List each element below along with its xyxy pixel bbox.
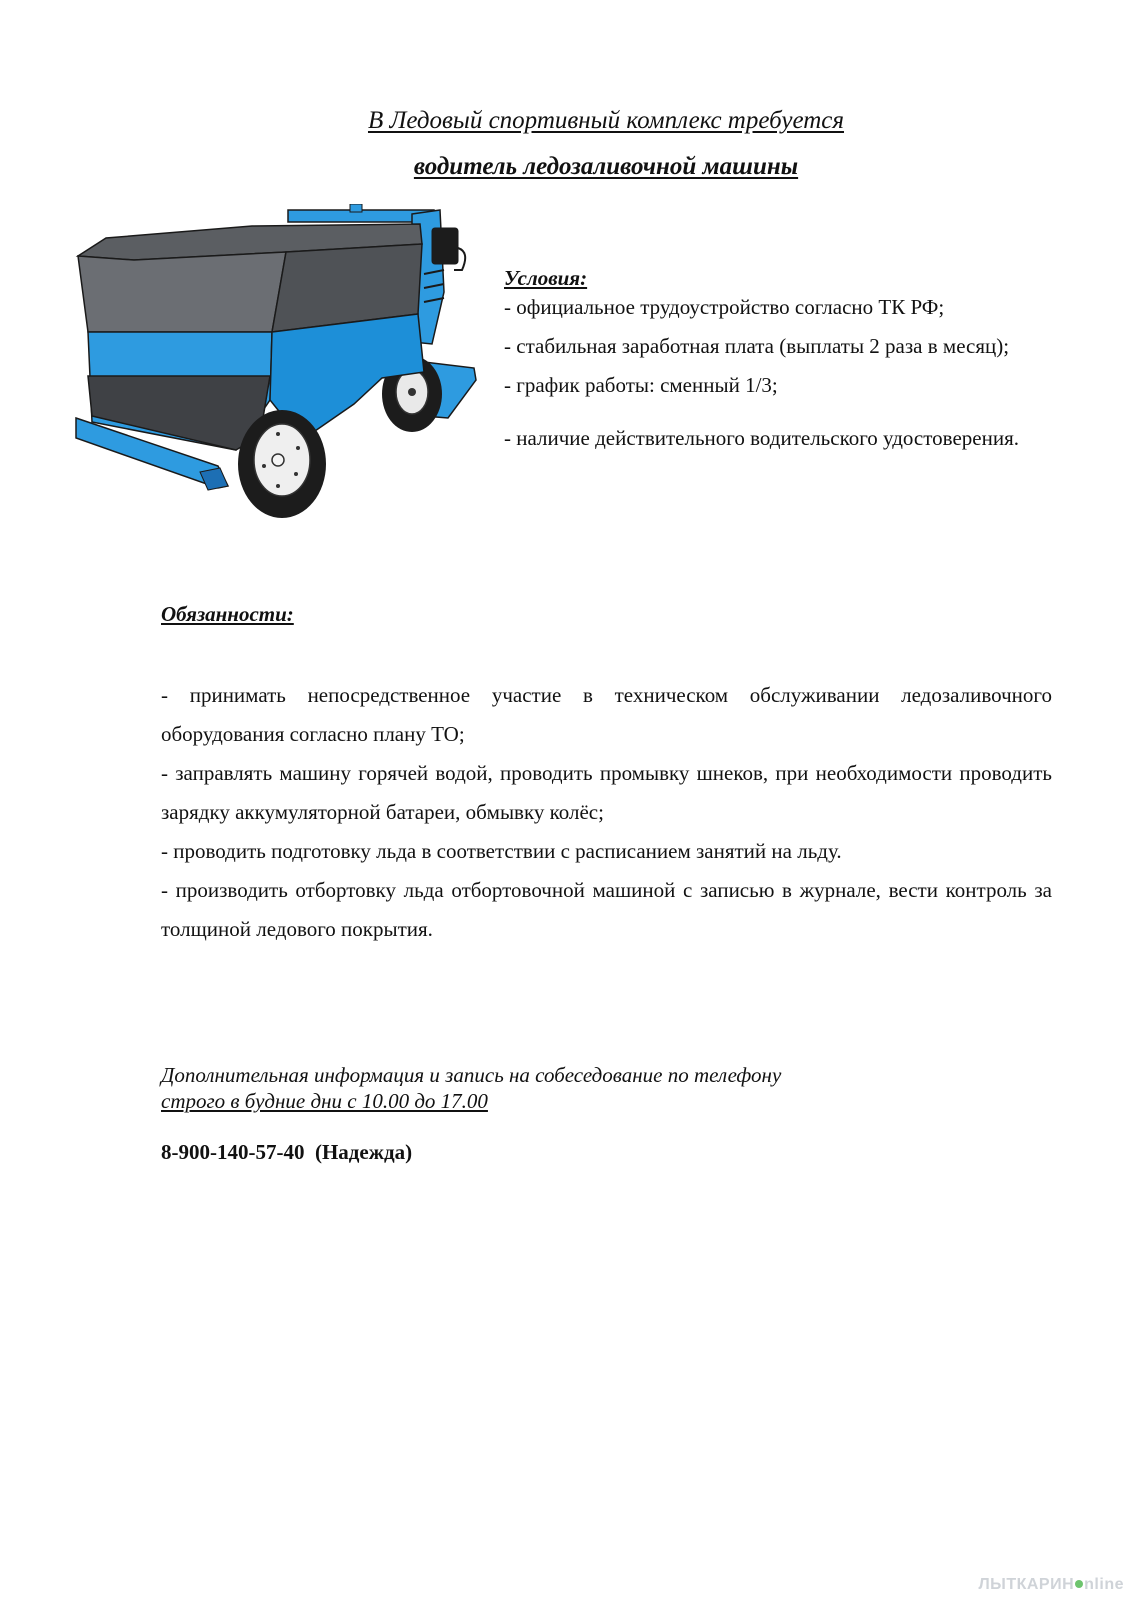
heading-line-1: В Ледовый спортивный комплекс требуется (367, 107, 844, 134)
duties-item: - принимать непосредственное участие в техническом обслуживании ледозаливочного оборудования согласно плану ТО; (161, 683, 1052, 746)
conditions-item: - график работы: сменный 1/3; (504, 373, 778, 397)
watermark-dot-icon (1075, 1580, 1083, 1588)
duties-title: Обязанности: (161, 602, 294, 626)
duties-item: - производить отбортовку льда отбортовочной машиной с записью в журнале, вести контроль за толщиной ледового покрытия. (161, 878, 1052, 941)
conditions-title: Условия: (504, 266, 588, 290)
contact-hours: строго в будние дни с 10.00 до 17.00 (161, 1089, 488, 1113)
site-watermark (978, 1576, 1124, 1594)
heading-line-2: водитель ледозаливочной машины (413, 153, 799, 180)
contact-info-line: Дополнительная информация и запись на собеседование по телефону (161, 1063, 782, 1087)
duties-item: - заправлять машину горячей водой, проводить промывку шнеков, при необходимости проводить зарядку аккумуляторной батареи, обмывку колёс; (161, 761, 1052, 824)
contact-phone: 8-900-140-57-40 (Надежда) (161, 1140, 413, 1164)
watermark-right: nline (1084, 1576, 1124, 1593)
contact-info (161, 1062, 781, 1114)
conditions-item: - стабильная заработная плата (выплаты 2 раза в месяц); (504, 334, 1010, 358)
conditions-item: - наличие действительного водительского удостоверения. (504, 426, 1019, 450)
duties-list (161, 676, 1052, 949)
ice-resurfacer-machine-icon (72, 204, 482, 530)
duties-item: - проводить подготовку льда в соответствии с расписанием занятий на льду. (161, 839, 842, 863)
conditions-item: - официальное трудоустройство согласно ТК РФ; (504, 295, 945, 319)
watermark-left: ЛЫТКАРИН (978, 1576, 1075, 1593)
conditions-section (504, 266, 1044, 458)
